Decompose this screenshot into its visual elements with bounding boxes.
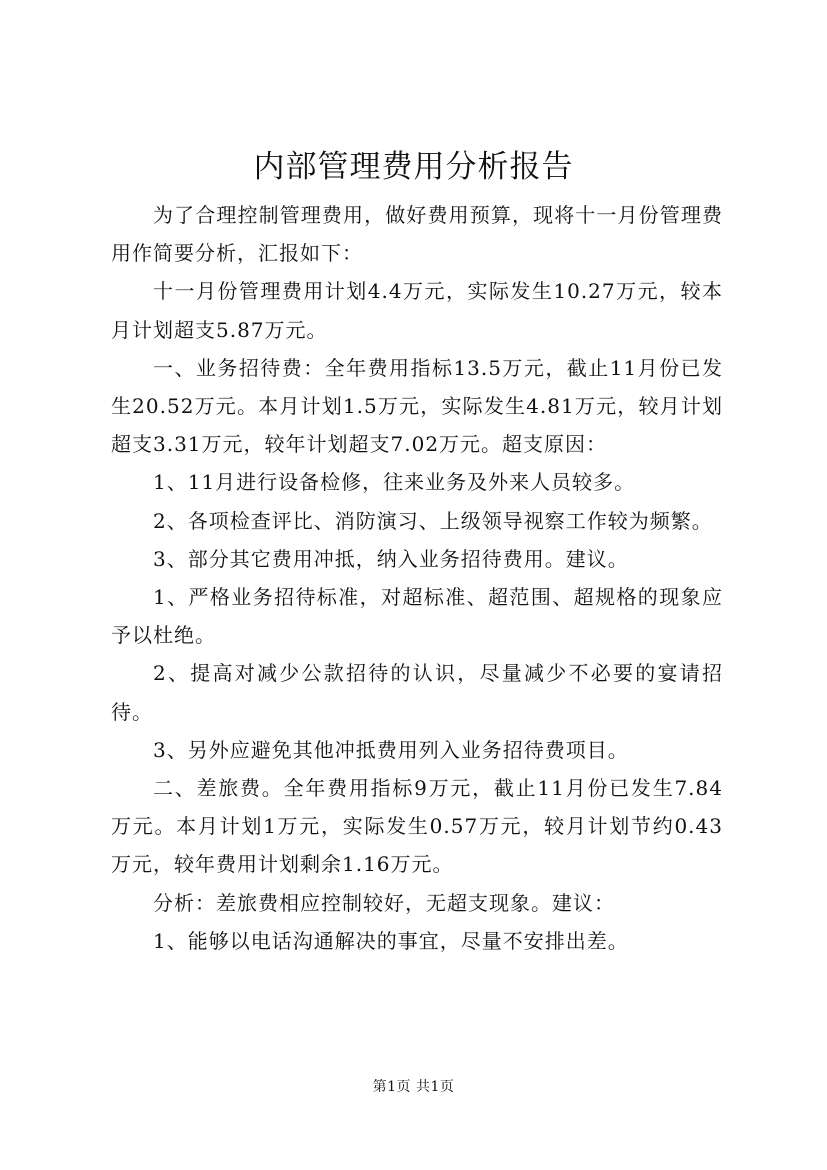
page-footer: 第1页 共1页 <box>372 1079 455 1095</box>
paragraph-reason-1: 1、11月进行设备检修，往来业务及外来人员较多。 <box>153 470 636 495</box>
paragraph-reason-2: 2、各项检查评比、消防演习、上级领导视察工作较为频繁。 <box>153 508 713 533</box>
paragraph-summary: 十一月份管理费用计划4.4万元，实际发生10.27万元，较本月计划超支5.87万元。 <box>111 279 723 342</box>
paragraph-suggestion-1: 1、严格业务招待标准，对超标准、超范围、超规格的现象应予以杜绝。 <box>111 585 723 648</box>
document-title: 内部管理费用分析报告 <box>253 149 574 185</box>
paragraph-intro: 为了合理控制管理费用，做好费用预算，现将十一月份管理费用作简要分析，汇报如下： <box>111 203 723 266</box>
paragraph-entertainment-expenses: 一、业务招待费：全年费用指标13.5万元，截止11月份已发生20.52万元。本月计划1.5万元，实际发生4.81万元，较月计划超支3.31万元，较年计划超支7.02万元。超支原因： <box>111 355 723 457</box>
paragraph-travel-suggestion-1: 1、能够以电话沟通解决的事宜，尽量不安排出差。 <box>153 928 629 953</box>
paragraph-suggestion-3: 3、另外应避免其他冲抵费用列入业务招待费项目。 <box>153 737 629 762</box>
paragraph-reason-3: 3、部分其它费用冲抵，纳入业务招待费用。建议。 <box>153 546 629 571</box>
document-body <box>111 196 723 960</box>
paragraph-suggestion-2: 2、提高对减少公款招待的认识，尽量减少不必要的宴请招待。 <box>111 661 723 724</box>
paragraph-travel-expenses: 二、差旅费。全年费用指标9万元，截止11月份已发生7.84万元。本月计划1万元，实际发生0.57万元，较月计划节约0.43万元，较年费用计划剩余1.16万元。 <box>111 776 723 877</box>
paragraph-travel-analysis: 分析：差旅费相应控制较好，无超支现象。建议： <box>153 890 615 915</box>
